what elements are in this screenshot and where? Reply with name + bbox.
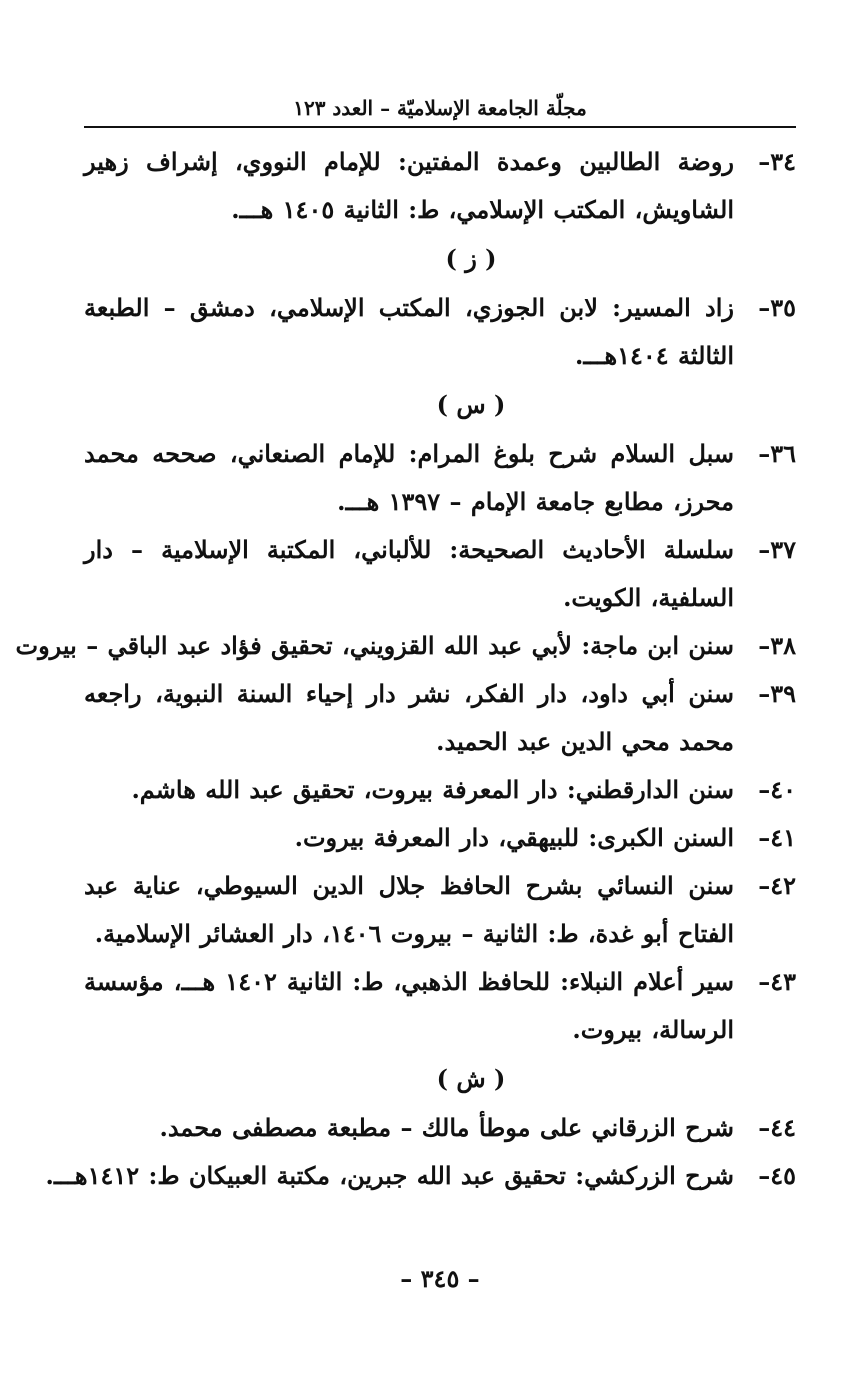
entry-number: ٣٧– (758, 535, 796, 564)
running-header: مجلّة الجامعة الإسلاميّة – العدد ١٢٣ (293, 96, 587, 120)
entry-text: شرح الزركشي: تحقيق عبد الله جبرين، مكتبة العبيكان ط: ١٤١٢هـــ. (45, 1161, 734, 1190)
entry-text: سير أعلام النبلاء: للحافظ الذهبي، ط: الثانية ١٤٠٢ هـــ، مؤسسة الرسالة، بيروت. (84, 967, 734, 1044)
entry-number: ٤٢– (758, 871, 796, 900)
entry-text: سنن النسائي بشرح الحافظ جلال الدين السيوطي، عناية عبد الفتاح أبو غدة، ط: الثانية – بيروت ١٤٠٦، دار العشائر الإسلامية. (84, 871, 734, 948)
section-heading-sin: ( س ) (436, 390, 506, 419)
reference-entry-43 (84, 958, 796, 1054)
entry-text: زاد المسير: لابن الجوزي، المكتب الإسلامي، دمشق – الطبعة الثالثة ١٤٠٤هـــ. (84, 293, 734, 370)
entry-text: شرح الزرقاني على موطأ مالك – مطبعة مصطفى محمد. (159, 1113, 734, 1142)
entry-text: سنن أبي داود، دار الفكر، نشر دار إحياء السنة النبوية، راجعه محمد محي الدين عبد الحميد. (84, 679, 734, 756)
reference-entry-45 (45, 1152, 796, 1200)
entry-text: سلسلة الأحاديث الصحيحة: للألباني، المكتبة الإسلامية – دار السلفية، الكويت. (84, 535, 734, 612)
reference-entry-40 (84, 766, 796, 814)
entry-number: ٤١– (758, 823, 796, 852)
reference-entry-38 (15, 622, 796, 670)
reference-entry-44 (84, 1104, 796, 1152)
reference-entry-35 (84, 284, 796, 380)
page-number: – ٣٤٥ – (400, 1264, 480, 1293)
reference-entry-36 (84, 430, 796, 526)
reference-entry-42 (84, 862, 796, 958)
header-rule (84, 126, 796, 128)
entry-number: ٣٦– (758, 439, 796, 468)
entry-number: ٣٩– (758, 679, 796, 708)
section-heading-zay: ( ز ) (445, 244, 497, 273)
entry-text: سنن الدارقطني: دار المعرفة بيروت، تحقيق عبد الله هاشم. (131, 775, 734, 804)
reference-entry-37 (84, 526, 796, 622)
entry-number: ٤٣– (758, 967, 796, 996)
entry-number: ٤٠– (758, 775, 796, 804)
reference-entry-39 (84, 670, 796, 766)
entry-text: السنن الكبرى: للبيهقي، دار المعرفة بيروت. (294, 823, 734, 852)
entry-number: ٤٤– (758, 1113, 796, 1142)
entry-number: ٣٥– (758, 293, 796, 322)
references-list (15, 138, 796, 1200)
reference-entry-41 (84, 814, 796, 862)
entry-text: سبل السلام شرح بلوغ المرام: للإمام الصنعاني، صححه محمد محرز، مطابع جامعة الإمام – ١٣٩٧ هـــ. (84, 439, 734, 516)
reference-entry-34 (84, 138, 796, 234)
entry-text: روضة الطالبين وعمدة المفتين: للإمام النووي، إشراف زهير الشاويش، المكتب الإسلامي، ط: الثانية ١٤٠٥ هـــ. (84, 147, 734, 224)
entry-text: سنن ابن ماجة: لأبي عبد الله القزويني، تحقيق فؤاد عبد الباقي – بيروت (15, 631, 734, 660)
entry-number: ٣٨– (758, 631, 796, 660)
entry-number: ٤٥– (758, 1161, 796, 1190)
entry-number: ٣٤– (758, 147, 796, 176)
section-heading-shin: ( ش ) (436, 1064, 506, 1093)
